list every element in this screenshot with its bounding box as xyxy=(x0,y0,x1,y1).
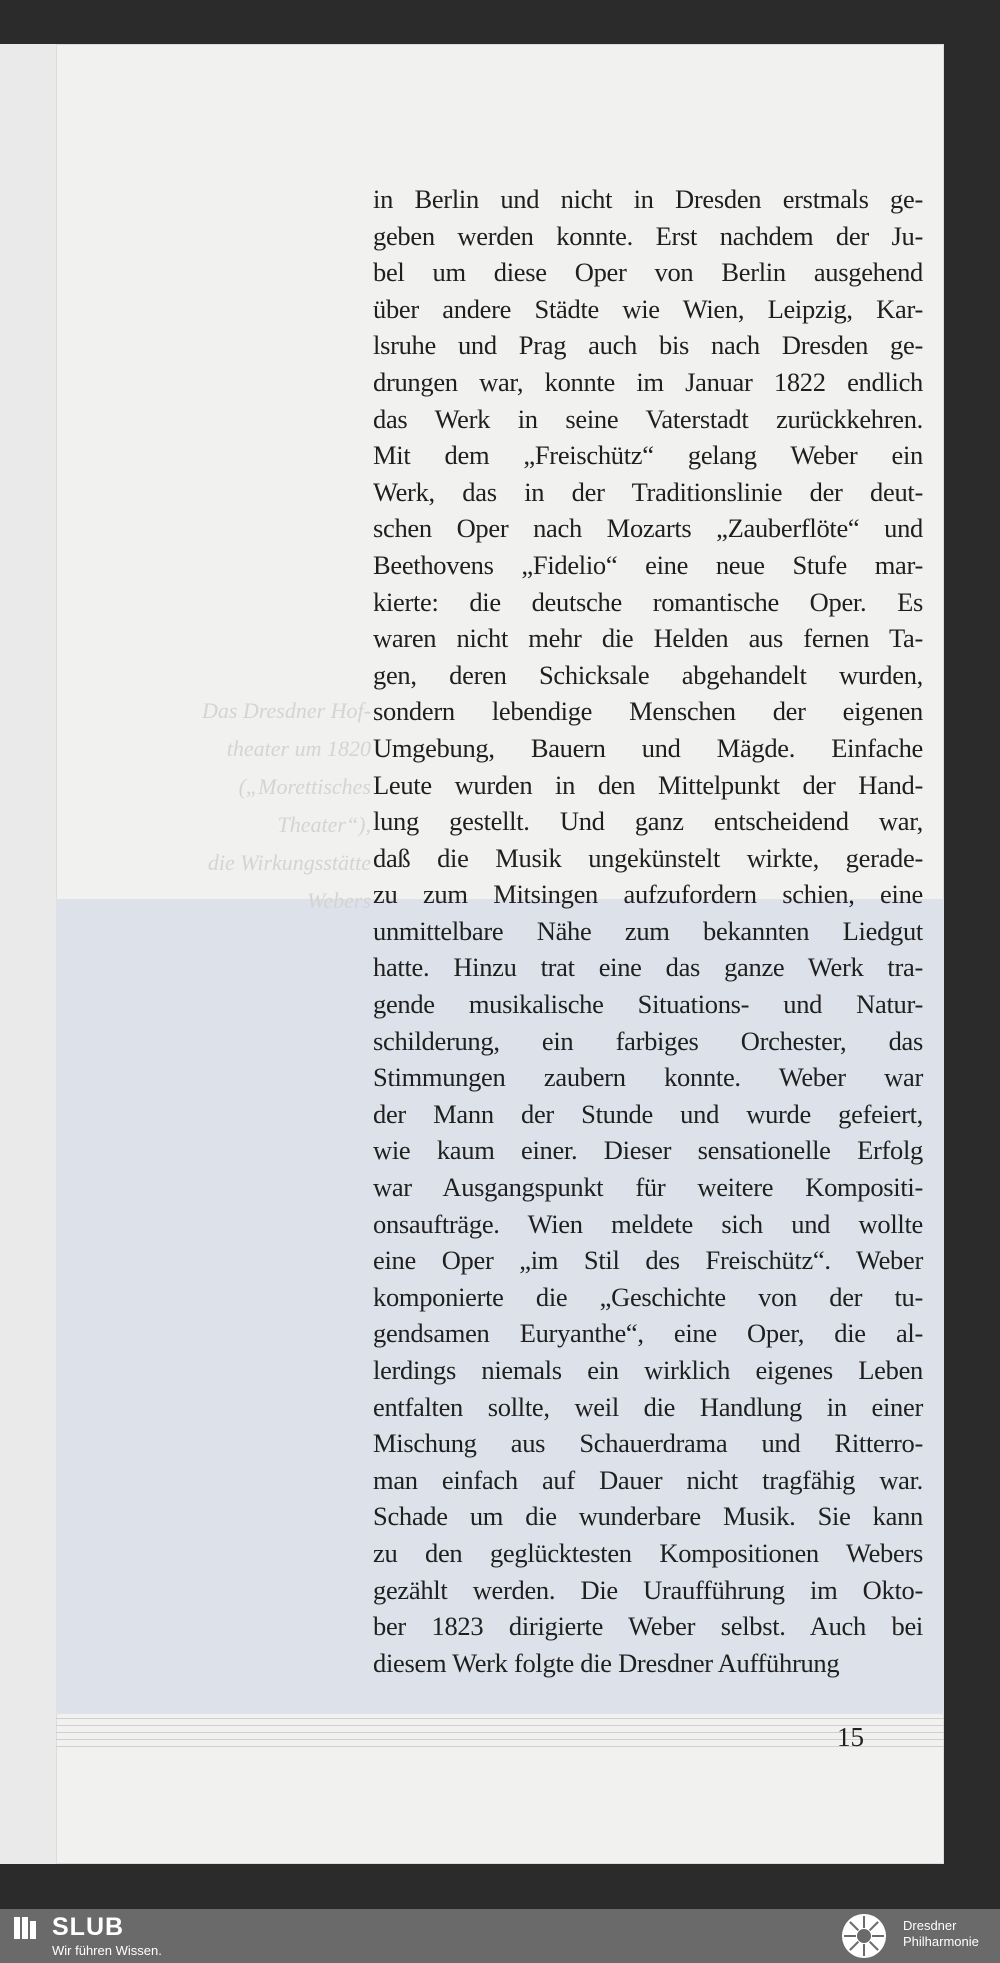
text-line: schilderung, ein farbiges Orchester, das xyxy=(373,1025,923,1056)
text-line: Umgebung, Bauern und Mägde. Einfache xyxy=(373,732,923,763)
text-line: bel um diese Oper von Berlin ausgehend xyxy=(373,257,923,288)
caption-line: theater um 1820 xyxy=(226,736,371,761)
text-line: unmittelbare Nähe zum bekannten Liedgut xyxy=(373,915,923,946)
text-line: gezählt werden. Die Uraufführung im Okto- xyxy=(373,1574,923,1605)
text-line: gen, deren Schicksale abgehandelt wurden, xyxy=(373,659,923,690)
text-line: Beethovens „Fidelio“ eine neue Stufe mar- xyxy=(373,549,923,580)
caption-line: Webers xyxy=(307,888,371,913)
text-line: Mit dem „Freischütz“ gelang Weber ein xyxy=(373,440,923,471)
text-line: zu den geglücktesten Kompositionen Webers xyxy=(373,1537,923,1568)
text-line: über andere Städte wie Wien, Leipzig, Kar- xyxy=(373,293,923,324)
partner-name-line2: Philharmonie xyxy=(903,1934,979,1949)
text-line: wie kaum einer. Dieser sensationelle Erfolg xyxy=(373,1135,923,1166)
text-line: lsruhe und Prag auch bis nach Dresden ge- xyxy=(373,330,923,361)
text-line: diesem Werk folgte die Dresdner Aufführung xyxy=(373,1647,840,1678)
text-line: daß die Musik ungekünstelt wirkte, gerade- xyxy=(373,842,923,873)
text-line: sondern lebendige Menschen der eigenen xyxy=(373,696,923,727)
caption-line: die Wirkungsstätte xyxy=(207,850,371,875)
text-line: gendsamen Euryanthe“, eine Oper, die al- xyxy=(373,1318,923,1349)
slub-logo-icon xyxy=(12,1915,38,1941)
library-tagline: Wir führen Wissen. xyxy=(52,1943,162,1958)
text-line: in Berlin und nicht in Dresden erstmals ge- xyxy=(373,184,923,214)
body-text xyxy=(373,181,923,1681)
text-line: geben werden konnte. Erst nachdem der Ju- xyxy=(373,220,923,251)
text-line: der Mann der Stunde und wurde gefeiert, xyxy=(373,1098,923,1129)
text-line: gende musikalische Situations- und Natur- xyxy=(373,989,923,1020)
text-line: komponierte die „Geschichte von der tu- xyxy=(373,1281,923,1312)
text-line: waren nicht mehr die Helden aus fernen Ta- xyxy=(373,623,923,654)
text-line: schen Oper nach Mozarts „Zauberflöte“ und xyxy=(373,513,923,544)
page-number: 15 xyxy=(837,1722,864,1752)
footer-bar xyxy=(0,1909,1000,1963)
margin-caption xyxy=(151,692,371,920)
library-name[interactable]: SLUB xyxy=(52,1913,125,1941)
text-line: Mischung aus Schauerdrama und Ritterro- xyxy=(373,1428,923,1459)
text-line: das Werk in seine Vaterstadt zurückkehren. xyxy=(373,403,923,434)
text-line: kierte: die deutsche romantische Oper. Es xyxy=(373,586,923,617)
text-line: onsaufträge. Wien meldete sich und wollte xyxy=(373,1208,923,1239)
text-line: entfalten sollte, weil die Handlung in einer xyxy=(373,1391,923,1422)
text-line: Schade um die wunderbare Musik. Sie kann xyxy=(373,1501,923,1532)
text-line: Stimmungen zaubern konnte. Weber war xyxy=(373,1062,923,1093)
text-line: war Ausgangspunkt für weitere Kompositi- xyxy=(373,1172,923,1203)
text-line: zu zum Mitsingen aufzufordern schien, eine xyxy=(373,879,923,910)
partner-name-line1: Dresdner xyxy=(903,1918,957,1933)
partner-name[interactable] xyxy=(903,1918,979,1950)
text-line: Werk, das in der Traditionslinie der deut- xyxy=(373,476,923,507)
text-line: Leute wurden in den Mittelpunkt der Hand- xyxy=(373,769,923,800)
text-line: lerdings niemals ein wirklich eigenes Leben xyxy=(373,1355,923,1385)
facing-page-edge xyxy=(0,44,57,1864)
text-line: eine Oper „im Stil des Freischütz“. Weber xyxy=(373,1245,923,1276)
caption-line: („Morettisches Theater“), xyxy=(238,774,371,837)
text-line: ber 1823 dirigierte Weber selbst. Auch bei xyxy=(373,1611,923,1642)
text-line: man einfach auf Dauer nicht tragfähig war. xyxy=(373,1464,923,1495)
document-page xyxy=(56,44,944,1864)
caption-line: Das Dresdner Hof- xyxy=(201,698,371,723)
text-line: drungen war, konnte im Januar 1822 endlich xyxy=(373,366,923,397)
text-line: hatte. Hinzu trat eine das ganze Werk tra- xyxy=(373,952,923,983)
philharmonie-logo-icon xyxy=(840,1912,888,1960)
decorative-rules xyxy=(56,1718,944,1758)
text-line: lung gestellt. Und ganz entscheidend war, xyxy=(373,806,923,837)
